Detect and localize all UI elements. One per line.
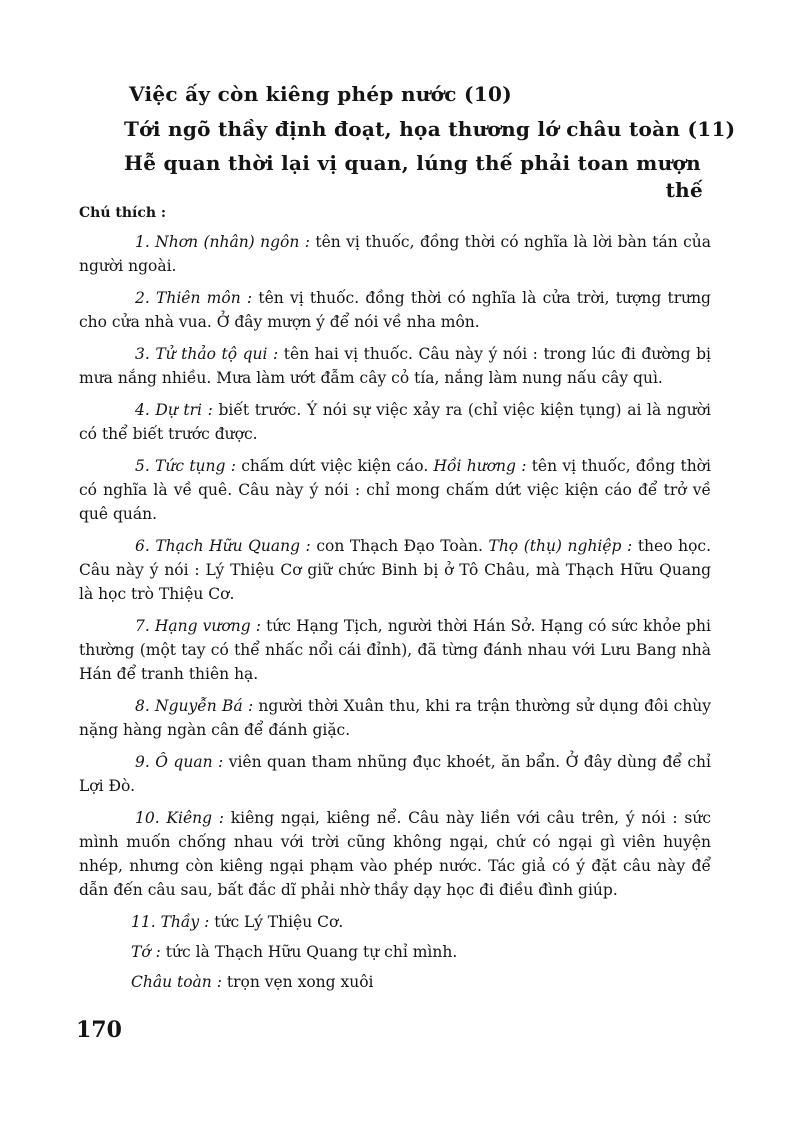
note-term: 8. Nguyễn Bá : bbox=[135, 697, 254, 715]
note-text: tên hai vị thuốc. Câu này ý nói : trong lúc đi đường bị mưa nắng nhiều. Mưa làm ướt đẫm cây cỏ tía, nắng làm nung nấu cây quì. bbox=[79, 345, 711, 387]
note-item bbox=[79, 534, 711, 606]
note-item bbox=[79, 342, 711, 390]
note-text: tên vị thuốc, đồng thời có nghĩa là về quê. Câu này ý nói : chỉ mong chấm dứt việc kiện cáo để trở về quê quán. bbox=[79, 457, 711, 523]
note-text: tên vị thuốc, đồng thời có nghĩa là lời bàn tán của người ngoài. bbox=[79, 233, 711, 275]
note-term: 2. Thiên môn : bbox=[135, 289, 253, 307]
note-term: Châu toàn : bbox=[131, 973, 222, 991]
verse-line: Hễ quan thời lại vị quan, lúng thế phải toan mượn bbox=[124, 151, 701, 175]
note-text: người thời Xuân thu, khi ra trận thường sử dụng đôi chùy nặng hàng ngàn cân để đánh giặc. bbox=[79, 697, 711, 739]
note-text: tức là Thạch Hữu Quang tự chỉ mình. bbox=[160, 943, 458, 961]
note-term: 4. Dự tri : bbox=[135, 401, 213, 419]
note-item bbox=[79, 230, 711, 278]
note-text: trọn vẹn xong xuôi bbox=[221, 973, 374, 991]
note-term: 1. Nhơn (nhân) ngôn : bbox=[135, 233, 310, 251]
notes-list bbox=[79, 230, 711, 1000]
note-term: Thọ (thụ) nghiệp : bbox=[488, 537, 633, 555]
note-term: Hồi hương : bbox=[433, 457, 527, 475]
verse-line: Việc ấy còn kiêng phép nước (10) bbox=[129, 82, 512, 106]
note-term: Tớ : bbox=[131, 943, 161, 961]
page-number: 170 bbox=[76, 1017, 122, 1043]
note-item bbox=[79, 910, 711, 934]
note-term: 11. Thầy : bbox=[131, 913, 210, 931]
note-text: tức Lý Thiệu Cơ. bbox=[209, 913, 344, 931]
note-item bbox=[79, 806, 711, 902]
note-term: 10. Kiêng : bbox=[135, 809, 225, 827]
note-text: tên vị thuốc. đồng thời có nghĩa là cửa trời, tượng trưng cho cửa nhà vua. Ở đây mượn ý để nói về nha môn. bbox=[79, 289, 711, 331]
verse-line: Tới ngõ thầy định đoạt, họa thương lớ châu toàn (11) bbox=[124, 117, 736, 141]
note-text: biết trước. Ý nói sự việc xảy ra (chỉ việc kiện tụng) ai là người có thể biết trước được. bbox=[79, 401, 711, 443]
note-item bbox=[79, 286, 711, 334]
note-item bbox=[79, 694, 711, 742]
note-item bbox=[79, 398, 711, 446]
note-item bbox=[79, 454, 711, 526]
verse-line-continuation: thế bbox=[665, 178, 703, 202]
note-item bbox=[79, 614, 711, 686]
note-term: 5. Tức tụng : bbox=[135, 457, 236, 475]
note-text: theo học. Câu này ý nói : Lý Thiệu Cơ giữ chức Binh bị ở Tô Châu, mà Thạch Hữu Quang là học trò Thiệu Cơ. bbox=[79, 537, 712, 603]
note-item bbox=[79, 970, 711, 994]
notes-heading: Chú thích : bbox=[79, 205, 167, 221]
note-text: tức Hạng Tịch, người thời Hán Sở. Hạng có sức khỏe phi thường (một tay có thể nhấc nổi cái đỉnh), đã từng đánh nhau với Lưu Bang nhà Hán để tranh thiên hạ. bbox=[79, 617, 711, 683]
note-term: 3. Tử thảo tộ qui : bbox=[135, 345, 279, 363]
note-item bbox=[79, 940, 711, 964]
note-term: 6. Thạch Hữu Quang : bbox=[135, 537, 311, 555]
note-text: chấm dứt việc kiện cáo. bbox=[235, 457, 434, 475]
note-text: con Thạch Đạo Toàn. bbox=[310, 537, 489, 555]
note-term: 9. Ô quan : bbox=[135, 753, 224, 771]
note-text: viên quan tham nhũng đục khoét, ăn bẩn. Ở đây dùng để chỉ Lợi Đò. bbox=[79, 753, 711, 795]
note-text: kiêng ngại, kiêng nể. Câu này liền với câu trên, ý nói : sức mình muốn chống nhau với trời cũng không ngại, chứ có ngại gì viên huyện nhép, nhưng còn kiêng ngại phạm vào phép nước. Tác giả có ý đặt câu này để dẫn đến câu sau, bất đắc dĩ phải nhờ thầy dạy học đi điều đình giúp. bbox=[79, 809, 711, 899]
note-item bbox=[79, 750, 711, 798]
note-term: 7. Hạng vương : bbox=[135, 617, 261, 635]
